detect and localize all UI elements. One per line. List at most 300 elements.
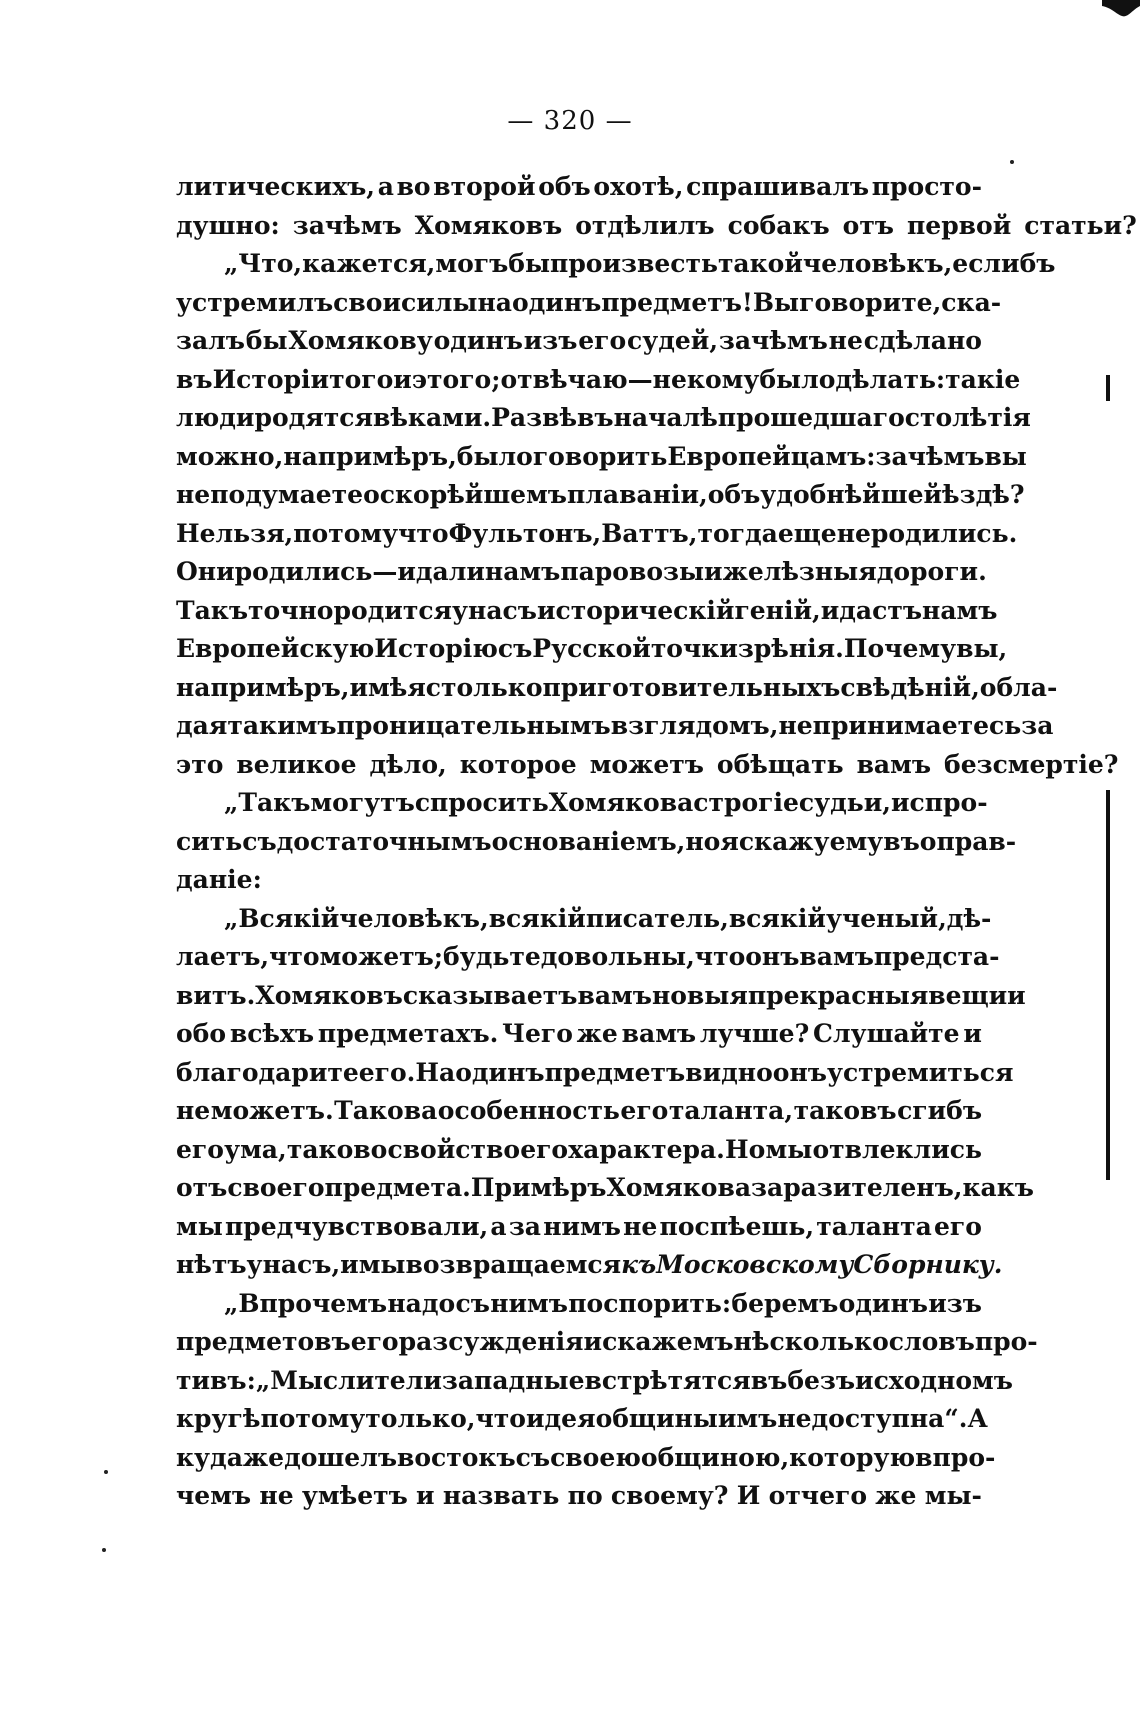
- text-line: [176, 515, 1018, 554]
- word: обла-: [979, 672, 1058, 702]
- word: вамъ: [621, 1019, 697, 1048]
- word: у: [452, 595, 469, 625]
- word: только,: [365, 1404, 476, 1433]
- word: нѣтъ: [176, 1250, 247, 1279]
- text-line: [176, 1092, 982, 1131]
- word: просто-: [871, 172, 982, 201]
- word: дая: [176, 711, 228, 740]
- word: характера.: [568, 1134, 725, 1164]
- word: напримѣръ,: [176, 672, 350, 702]
- word: мы-: [924, 1481, 982, 1510]
- word: и: [820, 595, 840, 625]
- word: лучше?: [699, 1019, 810, 1048]
- word: человѣкъ,: [339, 903, 489, 933]
- word: можно,: [176, 441, 284, 471]
- word: его.: [358, 1057, 416, 1087]
- word: что: [398, 518, 449, 548]
- word: отчего: [768, 1481, 868, 1510]
- word: охотѣ,: [593, 172, 684, 201]
- word: отдѣлилъ: [575, 210, 715, 240]
- text-line: [176, 1477, 982, 1516]
- word: родились.: [870, 518, 1018, 548]
- word: столько: [425, 672, 543, 702]
- word: съ: [455, 1288, 490, 1318]
- word: одинъ: [838, 1288, 928, 1318]
- word: „Всякій: [224, 903, 340, 933]
- word: Они: [176, 557, 235, 586]
- word: писатель,: [585, 903, 729, 933]
- word: и: [583, 1327, 603, 1356]
- word: достаточнымъ: [276, 826, 492, 856]
- word: могутъ: [310, 788, 415, 817]
- word: подумаете: [210, 480, 364, 509]
- word: предста-: [873, 942, 1000, 971]
- word: свои: [333, 287, 401, 317]
- word: свойство: [387, 1134, 521, 1164]
- word: и: [704, 557, 723, 586]
- word: умѣетъ: [301, 1481, 408, 1510]
- text-line: [176, 399, 1031, 438]
- word: душно:: [176, 210, 280, 240]
- text-line: [176, 823, 1017, 862]
- word: мы: [176, 1211, 223, 1241]
- word: Чего: [502, 1019, 573, 1048]
- word: произвесть: [550, 249, 718, 278]
- word: поспорить:: [568, 1288, 732, 1318]
- word: имѣя: [349, 672, 426, 702]
- word: бы: [245, 326, 288, 355]
- word: можетъ;: [319, 942, 444, 971]
- word: устремилъ: [176, 287, 334, 317]
- word: изъ: [523, 326, 578, 355]
- word: дали: [415, 557, 485, 586]
- word: сдѣлано: [863, 326, 982, 355]
- word: не: [176, 1096, 211, 1125]
- word: обѣщать: [716, 749, 844, 779]
- word: его: [176, 1134, 224, 1164]
- word: и: [1007, 980, 1026, 1010]
- word: не: [778, 711, 813, 740]
- word: во: [396, 172, 431, 201]
- text-line: [176, 1285, 982, 1324]
- word: силы: [400, 287, 478, 317]
- word: же: [875, 1481, 917, 1510]
- word: отъ: [842, 210, 894, 240]
- word: принимаетесь: [812, 711, 1022, 740]
- word: будьте: [443, 942, 541, 971]
- word: онъ: [772, 1057, 827, 1087]
- text-line: [176, 630, 1008, 669]
- scan-speck: [104, 1470, 108, 1474]
- word: зрѣнія.: [737, 634, 844, 663]
- word: я: [720, 826, 739, 856]
- word: своего: [227, 1173, 325, 1202]
- word: витъ.: [176, 980, 256, 1010]
- word: изъ: [928, 1288, 982, 1318]
- word: заразителенъ,: [751, 1173, 963, 1202]
- word: это: [176, 749, 224, 779]
- word: ѣздѣ?: [942, 480, 1025, 509]
- text-line: [176, 284, 1002, 323]
- word: благодарите: [176, 1057, 359, 1087]
- word: тогда: [697, 518, 778, 548]
- word: „Такъ: [224, 788, 311, 817]
- word: съ: [515, 1442, 551, 1472]
- word: судьи,: [798, 788, 891, 817]
- word: обо: [176, 1019, 227, 1048]
- word: первой: [906, 210, 1012, 240]
- word: плаваніи,: [567, 480, 708, 509]
- word: дороги.: [876, 557, 987, 586]
- word: намъ: [484, 557, 561, 586]
- word: спросить: [414, 788, 549, 817]
- word: зачѣмъ: [875, 441, 985, 471]
- word: отъ: [176, 1173, 228, 1202]
- word: за: [1021, 711, 1054, 740]
- word: словъ: [888, 1327, 975, 1356]
- word: объ: [707, 480, 761, 509]
- word: спро-: [909, 788, 988, 817]
- word: еслибъ: [952, 249, 1056, 278]
- word: потому: [260, 1404, 366, 1433]
- word: предметъ: [544, 1057, 686, 1087]
- word: не: [259, 1481, 294, 1510]
- word: съ: [242, 826, 277, 856]
- word: родятся: [254, 403, 373, 432]
- scan-edge-mark: [1106, 790, 1110, 1180]
- word: такіе: [945, 364, 1021, 394]
- word: про-: [974, 1327, 1038, 1356]
- word: было: [759, 364, 836, 394]
- word: вамъ: [577, 980, 652, 1010]
- word: прекрасныя: [747, 980, 929, 1010]
- word: человѣкъ,: [802, 249, 953, 278]
- word: встрѣтятся: [584, 1365, 751, 1395]
- word: зачѣмъ: [718, 326, 828, 355]
- word: ума,: [224, 1134, 287, 1164]
- word: кажется,: [302, 249, 436, 278]
- word: беремъ: [731, 1288, 839, 1318]
- word: дѣло,: [369, 749, 447, 779]
- word: „Мыслители: [255, 1365, 442, 1395]
- word: спрашивалъ: [686, 172, 870, 201]
- word: основаніемъ,: [491, 826, 686, 856]
- word: Хомякова: [548, 788, 694, 817]
- word: въ: [577, 403, 614, 432]
- word: не: [828, 326, 863, 355]
- scan-speck: [1010, 160, 1014, 164]
- word: такой: [717, 249, 803, 278]
- word: не: [836, 518, 871, 548]
- word: имъ: [717, 1404, 778, 1433]
- page-number: — 320 —: [507, 106, 633, 136]
- word: которую: [789, 1442, 916, 1472]
- word: строгіе: [693, 788, 799, 817]
- word: которое: [459, 749, 577, 779]
- text-line: [176, 938, 1000, 977]
- word: его: [520, 1134, 569, 1164]
- word: по: [567, 1481, 603, 1510]
- text-line: [176, 1169, 1034, 1208]
- word: отвлеклись: [812, 1134, 982, 1164]
- word: дѣ-: [946, 903, 992, 933]
- word: великое: [236, 749, 357, 779]
- word: но: [685, 826, 721, 856]
- word: ска-: [941, 287, 1002, 317]
- word: бы: [508, 249, 551, 278]
- word: что: [269, 942, 320, 971]
- word: у: [246, 1250, 263, 1279]
- word: насъ: [468, 595, 537, 625]
- word: его: [934, 1211, 982, 1241]
- word: второй: [433, 172, 536, 201]
- text-line: [176, 1054, 1014, 1093]
- word: Развѣ: [491, 403, 578, 432]
- word: дастъ: [839, 595, 923, 625]
- word: куда: [176, 1442, 243, 1472]
- word: какъ: [962, 1173, 1034, 1202]
- word: въ: [176, 364, 213, 394]
- text-line: [176, 784, 988, 823]
- word: того: [329, 364, 394, 394]
- text-line: [176, 207, 1137, 246]
- word: предмета.: [324, 1173, 471, 1202]
- text-line: [176, 361, 1021, 400]
- word: своею: [550, 1442, 641, 1472]
- word: напримѣръ,: [283, 441, 457, 471]
- word: этого;: [411, 364, 501, 394]
- word: не: [623, 1211, 658, 1241]
- word: Хомяковъ: [255, 980, 403, 1010]
- word: „Что,: [224, 249, 303, 278]
- word: еще: [777, 518, 837, 548]
- word: всякій: [728, 903, 826, 933]
- word: западные: [441, 1365, 585, 1395]
- word: вы: [984, 441, 1027, 471]
- word: Московскому: [656, 1250, 854, 1279]
- word: сить: [176, 826, 243, 856]
- word: оправ-: [919, 826, 1017, 856]
- word: лаетъ,: [176, 942, 270, 971]
- word: и: [416, 1481, 435, 1510]
- word: впро-: [915, 1442, 996, 1472]
- word: онъ: [745, 942, 800, 971]
- word: литическихъ,: [176, 172, 376, 201]
- word: „Впрочемъ: [224, 1288, 388, 1318]
- word: дошелъ: [284, 1442, 397, 1472]
- word: о: [363, 480, 380, 509]
- word: идея: [525, 1404, 596, 1433]
- word: вещи: [928, 980, 1008, 1010]
- word: На: [415, 1057, 456, 1087]
- word: его: [578, 326, 627, 355]
- word: Европейскую: [176, 634, 375, 663]
- text-line: [176, 245, 1056, 284]
- word: а: [490, 1211, 507, 1241]
- word: геній,: [734, 595, 821, 625]
- word: кругѣ: [176, 1404, 261, 1433]
- text-line: [176, 1246, 1003, 1285]
- word: нѣсколько: [733, 1327, 889, 1356]
- word: устремиться: [826, 1057, 1014, 1087]
- word: Сборнику.: [853, 1250, 1003, 1279]
- word: даніе:: [176, 865, 262, 894]
- word: и: [963, 1019, 982, 1048]
- word: желѣзныя: [722, 557, 877, 586]
- text-line: [176, 669, 1058, 708]
- word: общины: [595, 1404, 718, 1433]
- text-line: [176, 1323, 1038, 1362]
- text-line: [176, 438, 1027, 477]
- word: точно: [248, 595, 334, 625]
- word: родились—и: [234, 557, 416, 586]
- word: одинъ: [511, 287, 602, 317]
- word: собакъ: [727, 210, 830, 240]
- word: можетъ: [589, 749, 704, 779]
- text-line: [176, 746, 1119, 785]
- word: вамъ: [799, 942, 874, 971]
- word: Но: [725, 1134, 766, 1164]
- word: Примѣръ: [470, 1173, 607, 1202]
- word: приготовительныхъ: [542, 672, 841, 702]
- word: удобнѣйшей: [760, 480, 943, 509]
- word: недоступна“.: [777, 1404, 968, 1433]
- word: надо: [387, 1288, 456, 1318]
- word: безсмертіе?: [944, 749, 1119, 779]
- word: потому: [293, 518, 399, 548]
- word: столѣтія: [904, 403, 1031, 432]
- word: поспѣешь,: [659, 1211, 815, 1241]
- word: насъ,: [262, 1250, 341, 1279]
- word: тивъ:: [176, 1365, 256, 1395]
- word: особенность: [437, 1096, 620, 1125]
- word: отвѣчаю—некому: [500, 364, 760, 394]
- word: же: [576, 1019, 618, 1048]
- body-text: [176, 168, 1137, 1516]
- word: Хомяковъ: [414, 210, 563, 240]
- word: скорѣйшемъ: [379, 480, 567, 509]
- word: предметъ!: [601, 287, 753, 317]
- word: сгибъ: [897, 1096, 982, 1125]
- word: скажу: [738, 826, 830, 856]
- word: предчувствовали,: [224, 1211, 489, 1241]
- word: Слушайте: [813, 1019, 960, 1048]
- word: Вы: [752, 287, 800, 317]
- text-line: [176, 1131, 982, 1170]
- word: могъ: [435, 249, 509, 278]
- word: одинъ: [433, 326, 523, 355]
- word: предметовъ: [176, 1327, 351, 1356]
- word: всякій: [488, 903, 586, 933]
- word: и: [890, 788, 910, 817]
- word: родится: [333, 595, 453, 625]
- word: Европейцамъ:: [667, 441, 876, 471]
- word: таланта,: [668, 1096, 794, 1125]
- word: можетъ.: [210, 1096, 334, 1125]
- word: съ: [497, 634, 533, 663]
- word: Фультонъ,: [448, 518, 602, 548]
- text-line: [176, 1439, 996, 1478]
- scan-speck: [102, 1548, 106, 1552]
- word: таково: [286, 1134, 388, 1164]
- word: таланта: [816, 1211, 932, 1241]
- word: Нельзя,: [176, 518, 294, 548]
- text-line: [176, 977, 1026, 1016]
- word: общиною,: [640, 1442, 790, 1472]
- text-line: [176, 1362, 1013, 1401]
- word: не: [176, 480, 211, 509]
- word: его: [350, 1327, 399, 1356]
- word: чемъ: [176, 1481, 252, 1510]
- word: что: [475, 1404, 526, 1433]
- word: новыя: [651, 980, 748, 1010]
- word: вѣками.: [372, 403, 492, 432]
- word: же: [242, 1442, 285, 1472]
- word: объ: [538, 172, 591, 201]
- word: таковъ: [793, 1096, 897, 1125]
- word: сказываетъ: [402, 980, 578, 1010]
- text-line: [176, 592, 998, 631]
- word: въ: [750, 1365, 788, 1395]
- word: залъ: [176, 326, 245, 355]
- word: къ: [621, 1250, 657, 1279]
- word: его: [620, 1096, 669, 1125]
- word: за: [508, 1211, 541, 1241]
- text-line: [176, 861, 982, 900]
- text-line: [176, 1400, 988, 1439]
- word: люди: [176, 403, 255, 432]
- word: историческій: [536, 595, 735, 625]
- word: ученый,: [825, 903, 947, 933]
- word: точки: [650, 634, 738, 663]
- word: Такова: [334, 1096, 438, 1125]
- word: говорите,: [799, 287, 942, 317]
- word: предметахъ.: [317, 1019, 499, 1048]
- word: свѣдѣній,: [840, 672, 980, 702]
- text-line: [176, 476, 1025, 515]
- word: зачѣмъ: [292, 210, 402, 240]
- word: Почему: [843, 634, 957, 663]
- word: началѣ: [613, 403, 718, 432]
- word: Исторіи: [212, 364, 330, 394]
- word: возвращаемся: [405, 1250, 622, 1279]
- word: мы: [765, 1134, 813, 1164]
- text-line: [176, 1015, 982, 1054]
- word: взглядомъ,: [610, 711, 779, 740]
- word: назвать: [442, 1481, 560, 1510]
- word: прошедшаго: [717, 403, 905, 432]
- word: Такъ: [176, 595, 249, 625]
- word: довольны,: [540, 942, 695, 971]
- word: дѣлать:: [835, 364, 946, 394]
- text-line: [176, 707, 1054, 746]
- word: и: [393, 364, 412, 394]
- word: и: [340, 1250, 359, 1279]
- word: Русской: [532, 634, 651, 663]
- word: что: [694, 942, 746, 971]
- word: всѣхъ: [229, 1019, 315, 1048]
- word: судей,: [627, 326, 719, 355]
- word: одинъ: [455, 1057, 545, 1087]
- word: а: [377, 172, 394, 201]
- scan-corner-mark: [1102, 0, 1140, 20]
- scan-edge-mark: [1106, 375, 1110, 401]
- word: проницательнымъ: [336, 711, 611, 740]
- word: вы,: [956, 634, 1008, 663]
- word: нимъ: [543, 1211, 621, 1241]
- word: Хомякова: [606, 1173, 752, 1202]
- word: нимъ: [490, 1288, 568, 1318]
